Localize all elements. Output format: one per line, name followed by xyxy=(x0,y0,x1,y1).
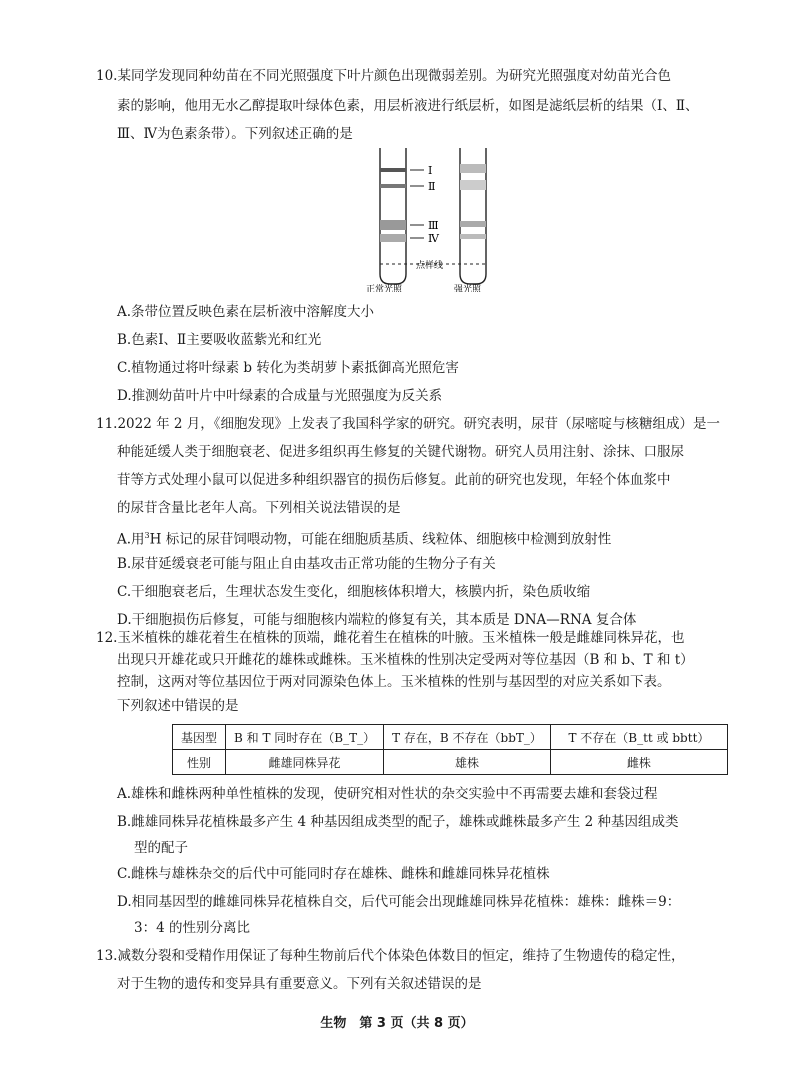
left-band-4 xyxy=(380,234,406,242)
q12-stem-line-2: 出现只开雄花或只开雌花的雄株或雌株。玉米植株的性别决定受两对等位基因（B 和 b、T 和 t） xyxy=(117,652,694,668)
table-header-cell: B 和 T 同时存在（B_T_） xyxy=(226,725,384,750)
table-header-cell: T 存在，B 不存在（bbT_） xyxy=(384,725,551,750)
table-cell: 性别 xyxy=(173,750,226,775)
band-label-1: Ⅰ xyxy=(428,164,433,177)
q12-stem-line-3: 控制，这两对等位基因位于两对同源染色体上。玉米植株的性别与基因型的对应关系如下表。 xyxy=(117,674,671,690)
q11-stem-line-3: 苷等方式处理小鼠可以促进多种组织器官的损伤后修复。此前的研究也发现，年轻个体血浆中 xyxy=(117,472,671,488)
q10-option-a: A.条带位置反映色素在层析液中溶解度大小 xyxy=(117,304,375,320)
q12-stem-line-4: 下列叙述中错误的是 xyxy=(117,698,239,714)
origin-label: 点样线 xyxy=(416,261,444,271)
q10-stem-line-1: 10.某同学发现同种幼苗在不同光照强度下叶片颜色出现微弱差别。为研究光照强度对幼苗光合色 xyxy=(96,68,671,84)
table-header-cell: T 不存在（B_tt 或 bbtt） xyxy=(550,725,727,750)
left-band-2 xyxy=(380,184,406,188)
right-strip-label: 强光照 xyxy=(454,285,482,292)
q11-stem-line-4: 的尿苷含量比老年人高。下列相关说法错误的是 xyxy=(117,500,401,516)
q11-option-d: D.干细胞损伤后修复，可能与细胞核内端粒的修复有关，其本质是 DNA—RNA 复合体 xyxy=(117,612,637,628)
table-cell: 雌雄同株异花 xyxy=(226,750,384,775)
q12-option-b-line-2: 型的配子 xyxy=(134,840,188,856)
table-cell: 雌株 xyxy=(550,750,727,775)
chromatography-figure xyxy=(362,146,502,292)
right-band-4 xyxy=(460,234,486,239)
genotype-table xyxy=(172,724,728,775)
q12-option-d-line-2: 3：4 的性别分离比 xyxy=(134,920,250,936)
table-row xyxy=(173,725,728,750)
q13-stem-line-1: 13.减数分裂和受精作用保证了每种生物前后代个体染色体数目的恒定，维持了生物遗传的稳定性， xyxy=(96,948,685,964)
left-band-3 xyxy=(380,220,406,230)
q10-stem-line-3: Ⅲ、Ⅳ为色素条带）。下列叙述正确的是 xyxy=(117,126,353,142)
left-strip-label: 正常光照 xyxy=(366,285,403,292)
right-band-1 xyxy=(460,164,486,173)
table-row xyxy=(173,750,728,775)
q12-option-c: C.雌株与雄株杂交的后代中可能同时存在雄株、雌株和雌雄同株异花植株 xyxy=(117,866,550,882)
q12-option-d-line-1: D.相同基因型的雌雄同株异花植株自交，后代可能会出现雌雄同株异花植株：雄株：雌株＝9： xyxy=(117,894,681,910)
table-cell: 雄株 xyxy=(384,750,551,775)
q11-stem-line-2: 种能延缓人类于细胞衰老、促进多组织再生修复的关键代谢物。研究人员用注射、涂抹、口服尿 xyxy=(117,444,684,460)
table-header-cell: 基因型 xyxy=(173,725,226,750)
left-band-1 xyxy=(380,168,406,172)
q11-stem-line-1: 11.2022 年 2 月，《细胞发现》上发表了我国科学家的研究。研究表明，尿苷（尿嘧啶与核糖组成）是一 xyxy=(96,416,721,432)
q10-option-c: C.植物通过将叶绿素 b 转化为类胡萝卜素抵御高光照危害 xyxy=(117,360,459,376)
q10-option-b: B.色素Ⅰ、Ⅱ主要吸收蓝紫光和红光 xyxy=(117,332,322,348)
band-label-2: Ⅱ xyxy=(428,180,436,193)
q11-option-a-post: H 标记的尿苷饲喂动物，可能在细胞质基质、线粒体、细胞核中检测到放射性 xyxy=(149,531,612,548)
q12-option-b-line-1: B.雌雄同株异花植株最多产生 4 种基因组成类型的配子，雄株或雌株最多产生 2 种基因组成类 xyxy=(117,814,679,830)
q11-option-a-sup: 3 xyxy=(144,531,150,540)
page-footer: 生物 第 3 页（共 8 页） xyxy=(320,1016,474,1031)
chromatography-diagram xyxy=(362,146,502,292)
q13-stem-line-2: 对于生物的遗传和变异具有重要意义。下列有关叙述错误的是 xyxy=(117,976,482,992)
q11-option-b: B.尿苷延缓衰老可能与阻止自由基攻击正常功能的生物分子有关 xyxy=(117,556,496,572)
band-label-3: Ⅲ xyxy=(428,219,439,232)
q10-option-d: D.推测幼苗叶片中叶绿素的合成量与光照强度为反关系 xyxy=(117,388,443,404)
q11-option-c: C.干细胞衰老后，生理状态发生变化，细胞核体积增大，核膜内折，染色质收缩 xyxy=(117,584,591,600)
q11-option-a-pre: A.用 xyxy=(117,531,145,548)
right-band-2 xyxy=(460,180,486,190)
right-band-3 xyxy=(460,221,486,227)
q12-stem-line-1: 12.玉米植株的雄花着生在植株的顶端，雌花着生在植株的叶腋。玉米植株一般是雌雄同株异花，也 xyxy=(96,630,685,646)
q11-option-a xyxy=(117,526,611,550)
band-label-4: Ⅳ xyxy=(428,232,439,245)
q12-option-a: A.雄株和雌株两种单性植株的发现，使研究相对性状的杂交实验中不再需要去雄和套袋过程 xyxy=(117,786,658,802)
q10-stem-line-2: 素的影响，他用无水乙醇提取叶绿体色素，用层析液进行纸层析，如图是滤纸层析的结果（Ⅰ、Ⅱ、 xyxy=(117,98,699,114)
